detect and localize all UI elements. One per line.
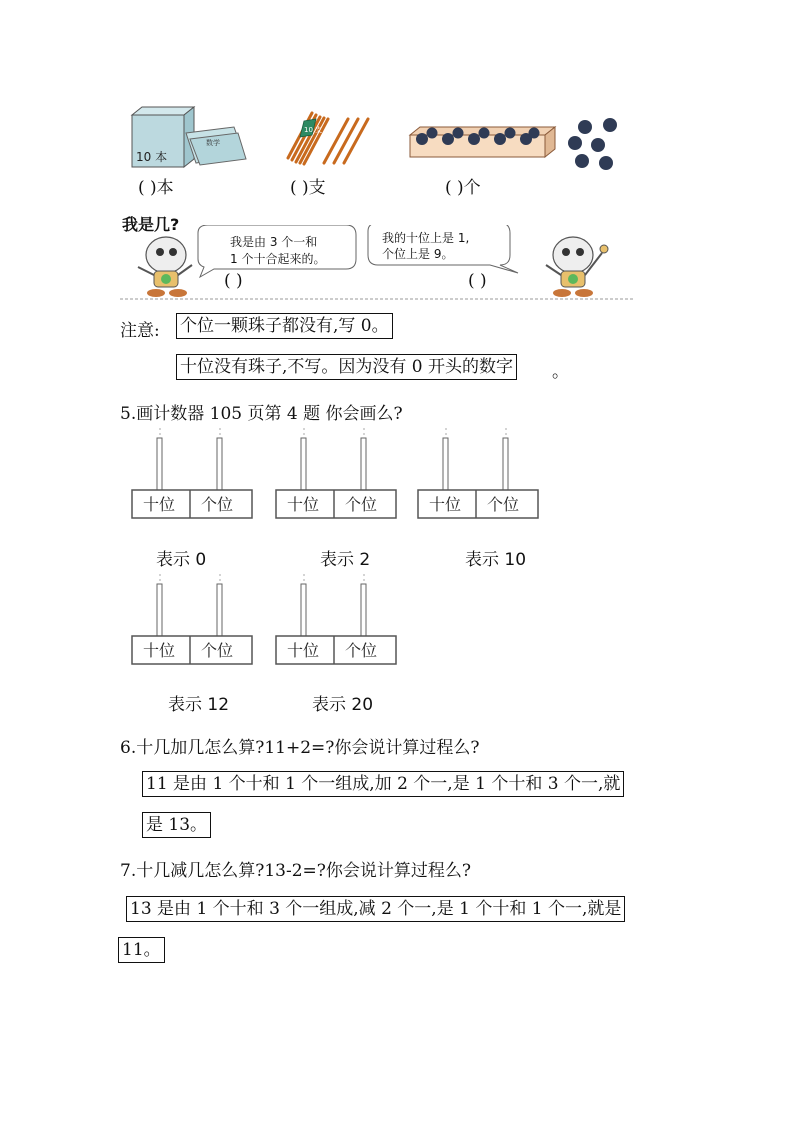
book-stack-image — [132, 107, 194, 167]
bead-box-image — [410, 127, 555, 157]
note-line-2-end: 。 — [552, 362, 569, 382]
abacus-ones-label: 个位 — [345, 641, 378, 660]
riddle-illustration — [118, 225, 638, 301]
q7-title: 7.十几减几怎么算?13-2=?你会说计算过程么? — [120, 861, 471, 881]
abacus-tens-label: 十位 — [143, 641, 176, 660]
single-books-image — [186, 127, 246, 165]
bubble-left-line-1: 我是由 3 个一和 — [230, 235, 318, 249]
q6-title: 6.十几加几怎么算?11+2=?你会说计算过程么? — [120, 738, 480, 758]
abacus-ones-label: 个位 — [487, 495, 520, 514]
abacus-4-caption: 表示 12 — [168, 695, 230, 715]
q5-title: 5.画计数器 105 页第 4 题 你会画么? — [120, 404, 403, 424]
abacus-1[interactable] — [128, 428, 256, 520]
sticks-count-blank[interactable]: ( )支 — [290, 178, 326, 198]
q7-answer-line-1: 13 是由 1 个十和 3 个一组成,减 2 个一,是 1 个十和 1 个一,就是 — [126, 896, 625, 922]
riddle-answer-right-blank[interactable]: ( ) — [468, 271, 487, 291]
note-line-2: 十位没有珠子,不写。因为没有 0 开头的数字 — [176, 354, 517, 380]
robot-left-image — [138, 237, 192, 297]
bubble-right-line-1: 我的十位上是 1, — [382, 231, 470, 245]
q7-answer-line-2: 11。 — [118, 937, 165, 963]
loose-beads-image — [568, 118, 617, 170]
note-prefix: 注意: — [120, 321, 160, 341]
abacus-3[interactable] — [414, 428, 542, 520]
abacus-4[interactable] — [128, 574, 256, 666]
picture-row-illustrations — [120, 105, 640, 175]
abacus-ones-label: 个位 — [201, 641, 234, 660]
abacus-3-caption: 表示 10 — [465, 550, 527, 570]
abacus-ones-label: 个位 — [201, 495, 234, 514]
abacus-2-caption: 表示 2 — [320, 550, 371, 570]
note-line-1: 个位一颗珠子都没有,写 0。 — [176, 313, 393, 339]
riddle-answer-left-blank[interactable]: ( ) — [224, 271, 243, 291]
sticks-bundle-image — [288, 113, 368, 164]
abacus-5[interactable] — [272, 574, 400, 666]
abacus-2[interactable] — [272, 428, 400, 520]
q6-answer-line-1: 11 是由 1 个十和 1 个一组成,加 2 个一,是 1 个十和 3 个一,就 — [142, 771, 624, 797]
abacus-1-caption: 表示 0 — [156, 550, 207, 570]
riddle-title: 我是几? — [122, 215, 180, 234]
q6-answer-line-2: 是 13。 — [142, 812, 211, 838]
book-spine-label: 数学 — [206, 139, 220, 147]
bubble-right-line-2: 个位上是 9。 — [382, 247, 454, 261]
abacus-5-caption: 表示 20 — [312, 695, 374, 715]
books-count-blank[interactable]: ( )本 — [138, 178, 174, 198]
robot-right-image — [546, 237, 608, 297]
beads-count-blank[interactable]: ( )个 — [445, 178, 481, 198]
bubble-left-line-2: 1 个十合起来的。 — [230, 252, 326, 266]
abacus-tens-label: 十位 — [287, 495, 320, 514]
abacus-tens-label: 十位 — [287, 641, 320, 660]
book-stack-label: 10 本 — [136, 150, 168, 164]
abacus-tens-label: 十位 — [429, 495, 462, 514]
abacus-ones-label: 个位 — [345, 495, 378, 514]
sticks-bundle-label: 10 支 — [304, 126, 323, 134]
abacus-tens-label: 十位 — [143, 495, 176, 514]
